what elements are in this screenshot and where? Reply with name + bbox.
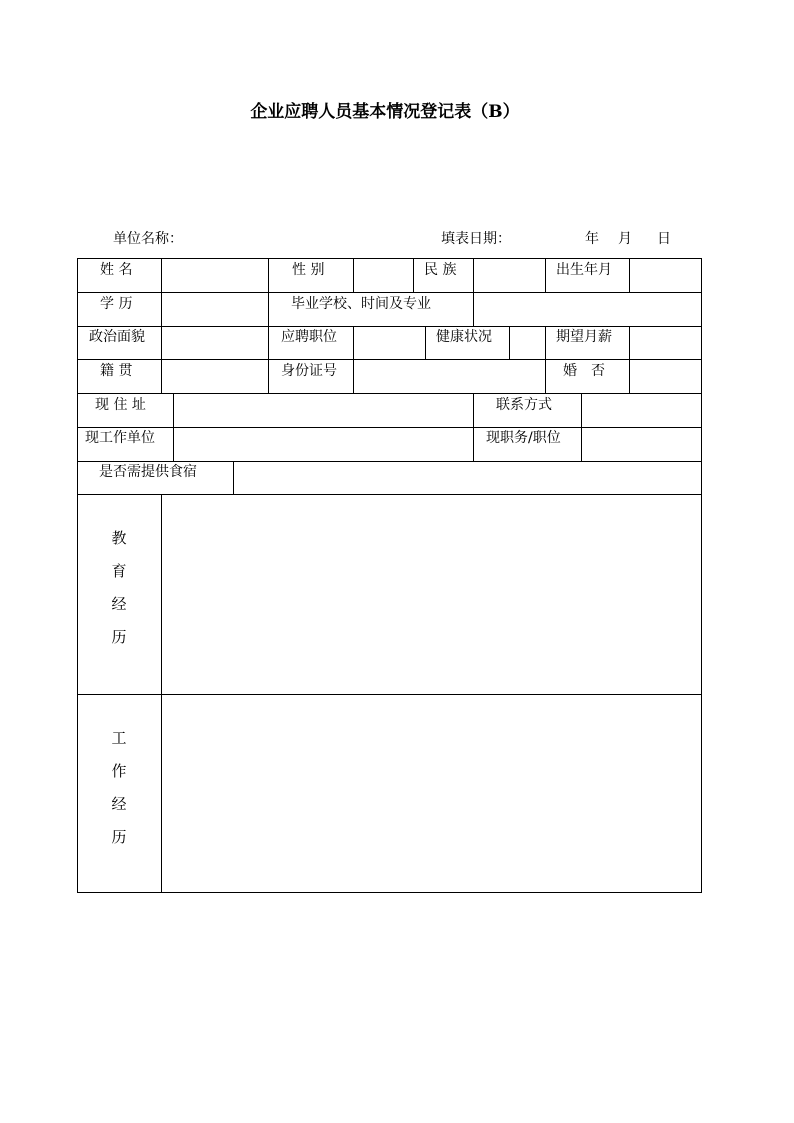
year-label: 年 bbox=[585, 231, 599, 247]
table-col-line bbox=[413, 258, 414, 292]
work-history-char: 作 bbox=[111, 762, 127, 780]
education-field[interactable] bbox=[162, 293, 268, 326]
position-applied-label: 应聘职位 bbox=[281, 329, 337, 345]
address-label: 现 住 址 bbox=[95, 397, 146, 413]
marital-status-label: 婚 否 bbox=[563, 363, 605, 379]
current-position-field[interactable] bbox=[582, 428, 701, 461]
id-number-label: 身份证号 bbox=[281, 363, 337, 379]
lodging-field[interactable] bbox=[234, 462, 701, 494]
table-border-line bbox=[77, 892, 702, 893]
contact-label: 联系方式 bbox=[496, 397, 552, 413]
marital-status-field[interactable] bbox=[630, 360, 701, 393]
education-history-char: 育 bbox=[111, 562, 127, 580]
work-history-char: 经 bbox=[111, 795, 127, 813]
education-history-char: 经 bbox=[111, 595, 127, 613]
education-history-char: 历 bbox=[111, 628, 127, 646]
name-label: 姓 名 bbox=[100, 262, 133, 278]
ethnicity-field[interactable] bbox=[474, 259, 545, 292]
current-employer-field[interactable] bbox=[174, 428, 473, 461]
table-col-line bbox=[545, 258, 546, 292]
page-title: 企业应聘人员基本情况登记表（B） bbox=[250, 102, 520, 122]
contact-field[interactable] bbox=[582, 394, 701, 427]
birth-date-field[interactable] bbox=[630, 259, 701, 292]
birth-date-label: 出生年月 bbox=[556, 262, 612, 278]
current-position-label: 现职务/职位 bbox=[486, 430, 561, 446]
native-place-field[interactable] bbox=[162, 360, 268, 393]
health-label: 健康状况 bbox=[436, 329, 492, 345]
work-history-field[interactable] bbox=[162, 695, 701, 892]
lodging-label: 是否需提供食宿 bbox=[99, 464, 197, 480]
education-history-char: 教 bbox=[111, 529, 127, 547]
expected-salary-label: 期望月薪 bbox=[556, 329, 612, 345]
health-field[interactable] bbox=[510, 327, 545, 359]
table-col-line bbox=[545, 326, 546, 393]
political-status-label: 政治面貌 bbox=[89, 329, 145, 345]
month-label: 月 bbox=[618, 231, 632, 247]
expected-salary-field[interactable] bbox=[630, 327, 701, 359]
work-history-label bbox=[109, 722, 129, 854]
gender-field[interactable] bbox=[354, 259, 413, 292]
fill-date-label: 填表日期： bbox=[441, 231, 511, 247]
school-field[interactable] bbox=[474, 293, 701, 326]
ethnicity-label: 民 族 bbox=[424, 262, 457, 278]
work-history-char: 工 bbox=[111, 729, 127, 747]
native-place-label: 籍 贯 bbox=[100, 363, 133, 379]
table-col-line bbox=[473, 393, 474, 461]
name-field[interactable] bbox=[162, 259, 268, 292]
work-history-char: 历 bbox=[111, 828, 127, 846]
id-number-field[interactable] bbox=[354, 360, 545, 393]
school-label: 毕业学校、时间及专业 bbox=[291, 296, 431, 312]
table-border-line bbox=[701, 258, 702, 893]
table-col-line bbox=[268, 258, 269, 393]
position-applied-field[interactable] bbox=[354, 327, 425, 359]
day-label: 日 bbox=[657, 231, 671, 247]
current-employer-label: 现工作单位 bbox=[85, 430, 155, 446]
table-border-line bbox=[77, 258, 78, 893]
table-col-line bbox=[425, 326, 426, 359]
gender-label: 性 别 bbox=[292, 262, 325, 278]
education-label: 学 历 bbox=[100, 296, 133, 312]
political-status-field[interactable] bbox=[162, 327, 268, 359]
education-history-field[interactable] bbox=[162, 495, 701, 694]
education-history-label bbox=[109, 522, 129, 654]
address-field[interactable] bbox=[174, 394, 473, 427]
unit-name-label: 单位名称： bbox=[113, 231, 183, 247]
